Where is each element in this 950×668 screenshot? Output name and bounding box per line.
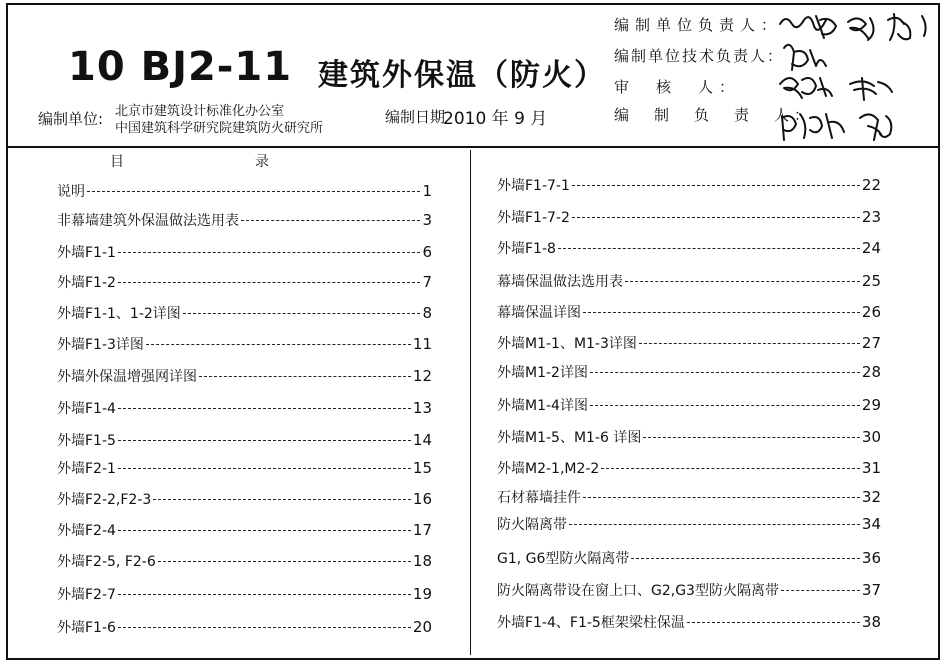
leader-dots [583,312,860,313]
leader-dots [118,282,421,283]
leader-dots [639,343,860,344]
toc-item-title: 外墙F1-1 [57,245,116,261]
toc-item-page: 11 [412,335,432,353]
toc-item-title: 外墙M1-2详图 [497,365,588,381]
toc-item-title: 石材幕墙挂件 [497,490,581,506]
toc-item [497,271,881,291]
leader-dots [118,594,411,595]
leader-dots [118,252,421,253]
toc-item-title: 外墙M1-5、M1-6 详图 [497,430,642,446]
toc-item [497,548,881,568]
toc-item-page: 32 [861,488,881,506]
toc-item [57,210,432,230]
leader-dots [590,372,860,373]
toc-item-page: 12 [412,367,432,385]
toc-item-page: 17 [412,521,432,539]
atlas-title: 建筑外保温（防火） [318,58,606,93]
toc-item [57,398,432,418]
toc-item [57,430,432,450]
toc-title-left: 目 [110,154,124,170]
compiling-unit-label: 编制单位: [38,110,104,128]
toc-item-title: 外墙F1-1、1-2详图 [57,306,181,322]
toc-item [57,520,432,540]
resp-reviewer: 审 核 人： [614,78,741,96]
toc-item [497,395,881,415]
toc-item [57,584,432,604]
toc-item-page: 28 [861,363,881,381]
toc-item-page: 22 [861,176,881,194]
leader-dots [118,440,411,441]
toc-item [497,238,881,258]
toc-item [57,303,432,323]
leader-dots [558,248,860,249]
toc-title-right: 录 [255,154,269,170]
leader-dots [625,281,860,282]
toc-item [57,551,432,571]
toc-item-page: 14 [412,431,432,449]
leader-dots [569,524,860,525]
toc-item-page: 24 [861,239,881,257]
toc-item-title: 外墙F1-4、F1-5框架梁柱保温 [497,615,685,631]
toc-item-page: 20 [412,618,432,636]
toc-item-title: 外墙F1-2 [57,275,116,291]
toc-item-title: 幕墙保温详图 [497,305,581,321]
leader-dots [87,191,420,192]
toc-item-page: 3 [422,211,432,229]
toc-item-page: 16 [412,490,432,508]
toc-item-page: 15 [412,459,432,477]
toc-item-page: 7 [422,273,432,291]
leader-dots [118,530,411,531]
toc-item-title: 外墙F2-2,F2-3 [57,492,152,508]
toc-item-page: 19 [412,585,432,603]
toc-item [497,487,881,507]
toc-item [497,580,881,600]
toc-item-title: 外墙F1-3详图 [57,337,144,353]
leader-dots [153,499,411,500]
leader-dots [583,497,860,498]
toc-item-title: 外墙F1-7-1 [497,178,570,194]
toc-item-title: 外墙M2-1,M2-2 [497,461,600,477]
toc-item-title: 外墙F1-7-2 [497,210,570,226]
date-value: 2010 年 9 月 [443,109,548,129]
leader-dots [118,468,411,469]
toc-item-title: G1, G6型防火隔离带 [497,551,630,567]
toc-item [497,175,881,195]
resp-unit-head: 编制单位负责人： [614,16,783,34]
toc-item [497,612,881,632]
toc-item [497,207,881,227]
toc-item-title: 外墙F2-1 [57,461,116,477]
toc-item [497,302,881,322]
leader-dots [643,437,860,438]
handwritten-signatures [770,6,940,146]
toc-item-page: 8 [422,304,432,322]
leader-dots [601,468,860,469]
atlas-code: 10 BJ2-11 [68,44,293,90]
toc-item-title: 外墙F2-7 [57,587,116,603]
toc-item-page: 6 [422,243,432,261]
leader-dots [158,561,411,562]
toc-item-page: 13 [412,399,432,417]
toc-item [497,458,881,478]
leader-dots [199,376,411,377]
toc-item-page: 31 [861,459,881,477]
toc-item [57,242,432,262]
leader-dots [631,558,859,559]
toc-item-page: 26 [861,303,881,321]
toc-item-title: 防火隔离带设在窗上口、G2,G3型防火隔离带 [497,583,779,599]
toc-item-page: 18 [412,552,432,570]
toc-item [57,458,432,478]
toc-item-title: 外墙F1-8 [497,241,556,257]
toc-item-title: 外墙M1-1、M1-3详图 [497,336,637,352]
toc-item-title: 外墙M1-4详图 [497,398,588,414]
toc-item [57,489,432,509]
leader-dots [118,627,411,628]
toc-item-title: 外墙F1-4 [57,401,116,417]
resp-tech-head: 编制单位技术负责人： [614,47,785,65]
leader-dots [781,590,860,591]
toc-item-page: 37 [861,581,881,599]
toc-item-title: 幕墙保温做法选用表 [497,274,623,290]
leader-dots [146,344,411,345]
toc-item [497,333,881,353]
toc-item-title: 说明 [57,184,85,200]
toc-item-title: 外墙F1-5 [57,433,116,449]
toc-item [57,272,432,292]
compiling-unit-2: 中国建筑科学研究院建筑防火研究所 [115,121,324,136]
toc-item [57,366,432,386]
date-label: 编制日期 [385,108,446,126]
leader-dots [687,622,860,623]
toc-item-page: 38 [861,613,881,631]
toc-item [57,181,432,201]
toc-item-page: 27 [861,334,881,352]
toc-item-page: 29 [861,396,881,414]
toc-item-title: 防火隔离带 [497,517,567,533]
toc-item-page: 23 [861,208,881,226]
leader-dots [118,408,411,409]
toc-item-title: 外墙F1-6 [57,620,116,636]
leader-dots [572,185,860,186]
toc-item [497,427,881,447]
toc-item-page: 25 [861,272,881,290]
leader-dots [183,313,421,314]
toc-item-title: 外墙外保温增强网详图 [57,369,197,385]
toc-item [57,334,432,354]
leader-dots [241,220,420,221]
header-divider [6,146,940,148]
toc-item-title: 非幕墙建筑外保温做法选用表 [57,213,239,229]
compiling-unit-1: 北京市建筑设计标准化办公室 [115,104,285,119]
toc-item [497,514,881,534]
toc-item-title: 外墙F2-4 [57,523,116,539]
column-divider [470,150,471,655]
toc-item-page: 30 [861,428,881,446]
toc-item-page: 34 [861,515,881,533]
toc-item [57,617,432,637]
toc-item-page: 36 [861,549,881,567]
leader-dots [590,405,860,406]
toc-item-title: 外墙F2-5, F2-6 [57,554,156,570]
toc-item-page: 1 [422,182,432,200]
leader-dots [572,217,860,218]
resp-editor-head: 编 制 负 责 人： [614,106,815,124]
toc-item [497,362,881,382]
